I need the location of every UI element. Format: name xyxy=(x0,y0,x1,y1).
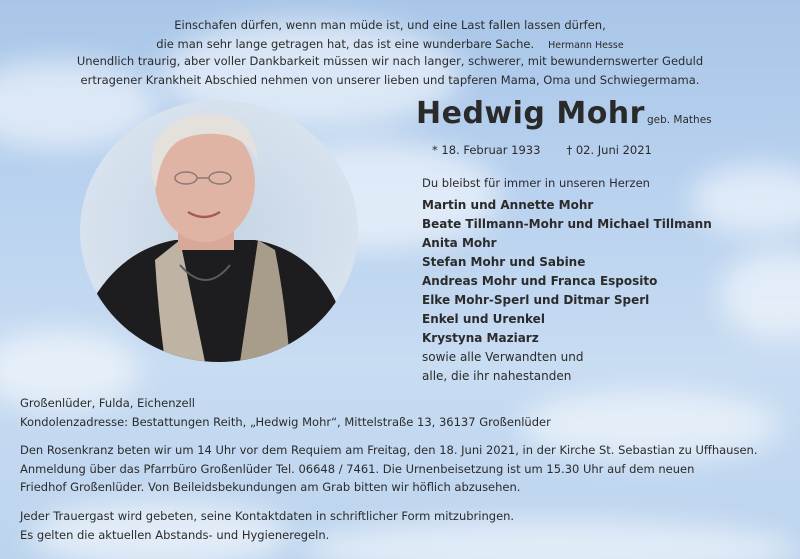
notice-line: Es gelten die aktuellen Abstands- und Hygieneregeln. xyxy=(20,527,330,542)
hygiene-notice xyxy=(20,507,514,544)
cloud-decoration xyxy=(720,250,800,340)
mourner-name: Beate Tillmann-Mohr und Michael Tillmann xyxy=(422,217,712,231)
mourner-name: Enkel und Urenkel xyxy=(422,312,545,326)
service-line: Den Rosenkranz beten wir um 14 Uhr vor dem Requiem am Freitag, den 18. Juni 2021, in der Kirche St. Sebastian zu Uffhausen. xyxy=(20,443,758,457)
birth-date: * 18. Februar 1933 xyxy=(432,143,541,157)
deceased-name: Hedwig Mohr xyxy=(416,96,645,131)
condolence-address: Kondolenzadresse: Bestattungen Reith, „Hedwig Mohr“, Mittelstraße 13, 36137 Großenlüder xyxy=(20,414,551,429)
mourners-list xyxy=(422,196,712,386)
service-line: Anmeldung über das Pfarrbüro Großenlüder Tel. 06648 / 7461. Die Urnenbeisetzung ist um 15.30 Uhr auf dem neuen xyxy=(20,461,695,476)
notice-line: Jeder Trauergast wird gebeten, seine Kontaktdaten in schriftlicher Form mitzubringen. xyxy=(20,509,515,523)
mourner-name: Stefan Mohr und Sabine xyxy=(422,255,586,269)
motto: Du bleibst für immer in unseren Herzen xyxy=(422,176,650,190)
intro-line: Unendlich traurig, aber voller Dankbarkeit müssen wir nach langer, schwerer, mit bewundernswerter Geduld xyxy=(76,54,704,68)
service-line: Friedhof Großenlüder. Von Beileidsbekundungen am Grab bitten wir höflich abzusehen. xyxy=(20,480,521,494)
quote-line: Einschafen dürfen, wenn man müde ist, und eine Last fallen lassen dürfen, xyxy=(174,18,606,32)
relatives-line: sowie alle Verwandten und xyxy=(422,350,584,364)
mourner-name: Elke Mohr-Sperl und Ditmar Sperl xyxy=(422,293,650,307)
service-info xyxy=(20,441,757,497)
life-dates xyxy=(432,143,652,157)
mourner-name: Andreas Mohr und Franca Esposito xyxy=(422,274,658,288)
quote-author: Hermann Hesse xyxy=(548,40,624,51)
mourner-name: Martin und Annette Mohr xyxy=(422,198,594,212)
intro-line: ertragener Krankheit Abschied nehmen von unserer lieben und tapferen Mama, Oma und Schwiegermama. xyxy=(80,73,700,87)
quote-line-text: die man sehr lange getragen hat, das ist eine wunderbare Sache. xyxy=(156,37,535,51)
portrait-photo xyxy=(80,100,358,362)
intro-text xyxy=(60,52,720,90)
deceased-name-block xyxy=(416,96,712,131)
hesse-quote xyxy=(60,16,720,55)
mourner-name: Krystyna Maziarz xyxy=(422,331,539,345)
mourner-name: Anita Mohr xyxy=(422,236,497,250)
address-block xyxy=(20,394,551,431)
maiden-name: geb. Mathes xyxy=(646,114,712,126)
portrait-illustration xyxy=(80,100,358,362)
death-date: † 02. Juni 2021 xyxy=(566,143,652,157)
places: Großenlüder, Fulda, Eichenzell xyxy=(20,396,195,410)
relatives-line: alle, die ihr nahestanden xyxy=(422,369,572,383)
